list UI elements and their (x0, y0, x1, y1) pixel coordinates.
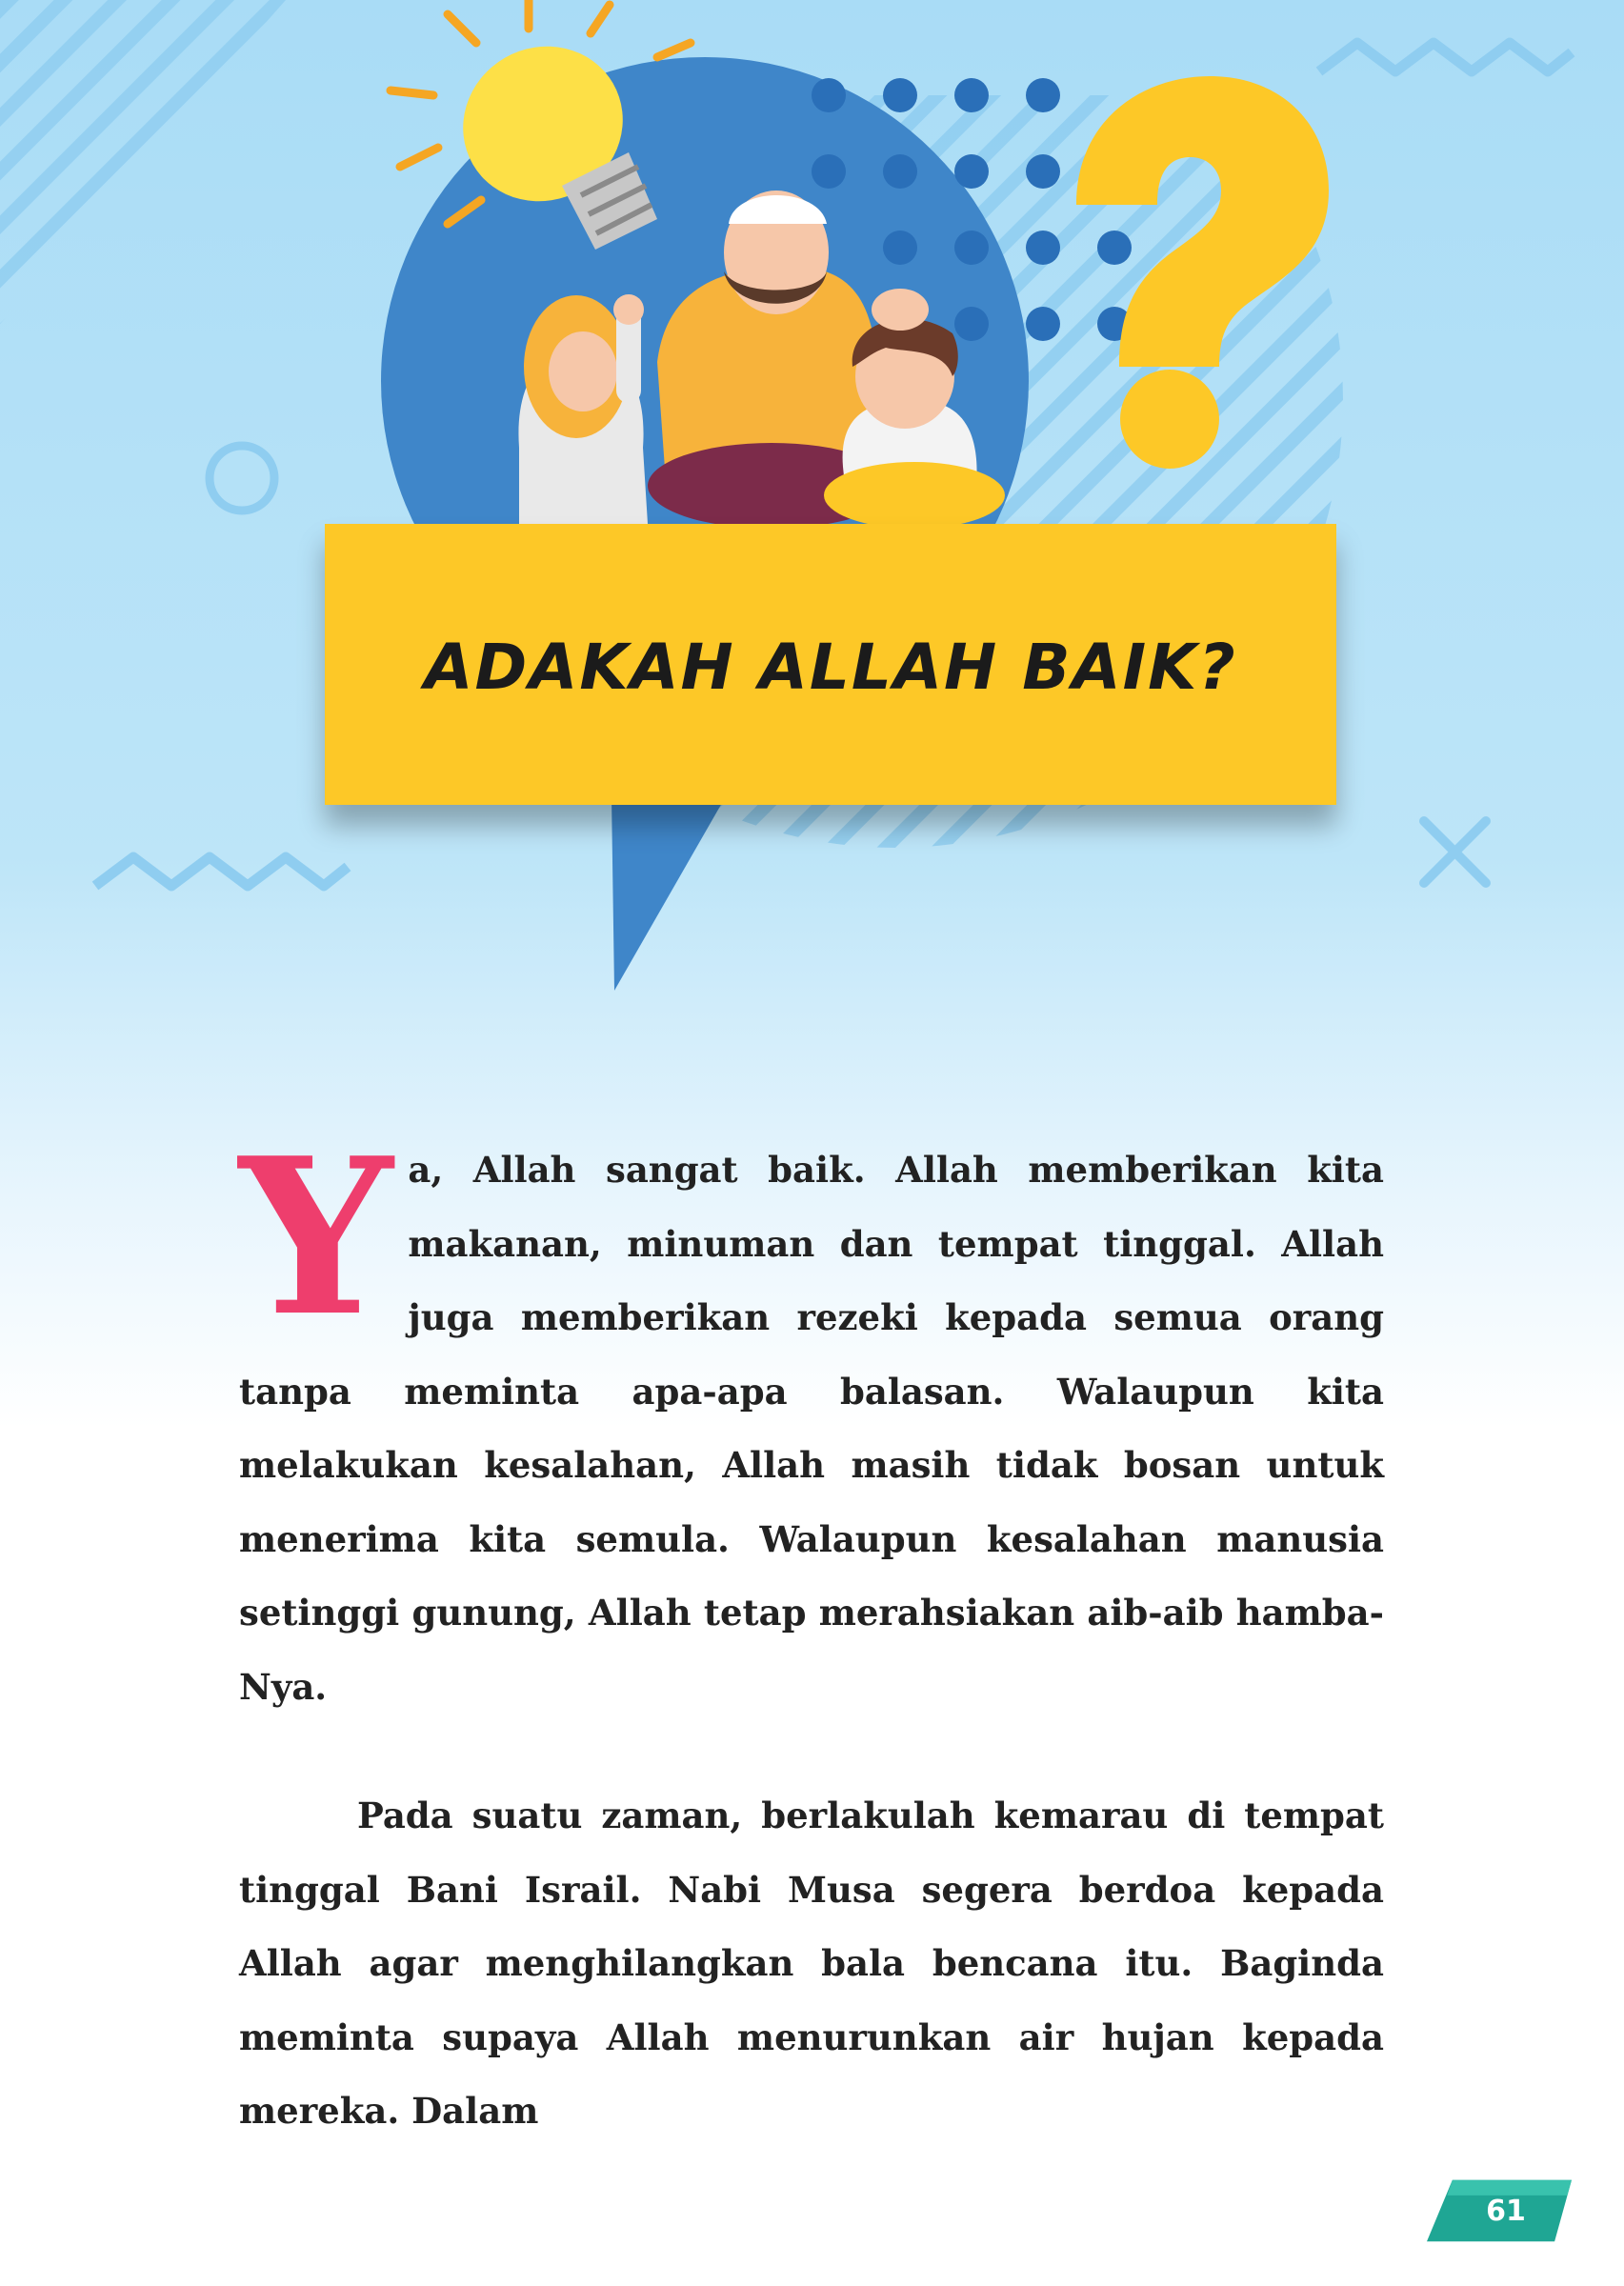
drop-cap: Y (239, 1112, 393, 1364)
paragraph-1 (239, 1112, 1384, 1724)
page-number: 61 (1486, 2194, 1526, 2228)
stripe-band-left (0, 0, 286, 324)
zigzag-left (95, 857, 348, 886)
chapter-title: ADAKAH ALLAH BAIK? (424, 631, 1237, 704)
title-banner (325, 524, 1336, 805)
paragraph-2: Pada suatu zaman, berlakulah kemarau di tempat tinggal Bani Israil. Nabi Musa segera berdoa kepada Allah agar menghilangkan bala bencana itu. Baginda meminta supaya Allah menurunkan air hujan kepada mereka. Dalam (239, 1795, 1384, 2132)
article-body (239, 1112, 1384, 2149)
zigzag-top-right (1319, 43, 1572, 71)
cross-icon (1424, 821, 1486, 883)
paragraph-1-text: a, Allah sangat baik. Allah memberikan kita makanan, minuman dan tempat tinggal. Allah juga memberikan rezeki kepada semua orang tanpa meminta apa-apa balasan. Walaupun kita melakukan kesalahan, Allah masih tidak bosan untuk menerima kita semula. Walaupun kesalahan manusia setinggi gunung, Allah tetap merahsiakan aib-aib hamba-Nya. (239, 1149, 1384, 1708)
ring-icon (210, 446, 274, 511)
